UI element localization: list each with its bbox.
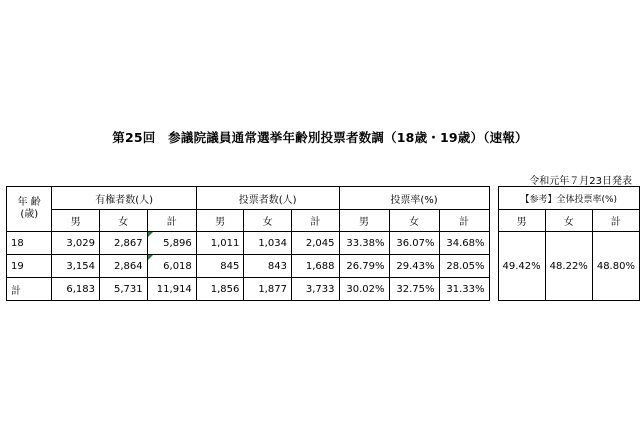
column-gap [489,278,498,301]
turnout-total-cell: 28.05% [439,255,489,278]
reference-female-value: 48.22% [545,232,592,301]
reference-male-value: 49.42% [498,232,545,301]
reference-header: 【参考】全体投票率(%) [498,187,639,210]
table-row-age-18 [7,232,640,255]
column-gap [489,232,498,255]
turnout-total-header: 計 [439,210,489,232]
announcement-date: 令和元年７月23日発表 [529,176,632,187]
registered-female-cell: 2,864 [100,255,148,278]
column-gap [489,187,498,210]
voters-female-cell: 843 [244,255,292,278]
reference-total-value: 48.80% [592,232,639,301]
page-title: 第25回 参議院議員通常選挙年齢別投票者数調（18歳・19歳）（速報） [112,130,528,145]
registered-header: 有権者数(人) [52,187,196,210]
registered-female-cell: 5,731 [100,278,148,301]
registered-total-header: 計 [147,210,196,232]
column-gap [489,255,498,278]
turnout-table [6,186,640,301]
age-cell: 19 [7,255,52,278]
voters-male-header: 男 [196,210,244,232]
registered-female-header: 女 [100,210,148,232]
voters-male-cell: 845 [196,255,244,278]
turnout-total-cell: 31.33% [439,278,489,301]
turnout-male-cell: 33.38% [339,232,389,255]
voters-total-cell: 2,045 [291,232,339,255]
voters-total-cell: 1,688 [291,255,339,278]
reference-total-header: 計 [592,210,639,232]
voters-male-cell: 1,011 [196,232,244,255]
turnout-male-cell: 26.79% [339,255,389,278]
registered-female-cell: 2,867 [100,232,148,255]
turnout-total-cell: 34.68% [439,232,489,255]
age-cell: 計 [7,278,52,301]
column-gap [489,210,498,232]
registered-male-cell: 6,183 [52,278,100,301]
registered-male-header: 男 [52,210,100,232]
turnout-female-header: 女 [389,210,439,232]
turnout-male-header: 男 [339,210,389,232]
voters-female-cell: 1,034 [244,232,292,255]
header-row-2 [7,210,640,232]
header-row-1 [7,187,640,210]
turnout-female-cell: 29.43% [389,255,439,278]
registered-total-cell: 6,018 [147,255,196,278]
voters-total-header: 計 [291,210,339,232]
voters-total-cell: 3,733 [291,278,339,301]
turnout-header: 投票率(%) [339,187,489,210]
voters-female-cell: 1,877 [244,278,292,301]
registered-total-cell: 11,914 [147,278,196,301]
registered-male-cell: 3,029 [52,232,100,255]
registered-total-cell: 5,896 [147,232,196,255]
registered-male-cell: 3,154 [52,255,100,278]
reference-female-header: 女 [545,210,592,232]
age-header-line1: 年 齢 [17,197,41,208]
age-header [7,187,52,232]
turnout-female-cell: 32.75% [389,278,439,301]
voters-female-header: 女 [244,210,292,232]
voters-header: 投票者数(人) [196,187,339,210]
age-cell: 18 [7,232,52,255]
age-header-line2: (歳) [20,209,39,220]
turnout-female-cell: 36.07% [389,232,439,255]
turnout-male-cell: 30.02% [339,278,389,301]
reference-male-header: 男 [498,210,545,232]
voters-male-cell: 1,856 [196,278,244,301]
